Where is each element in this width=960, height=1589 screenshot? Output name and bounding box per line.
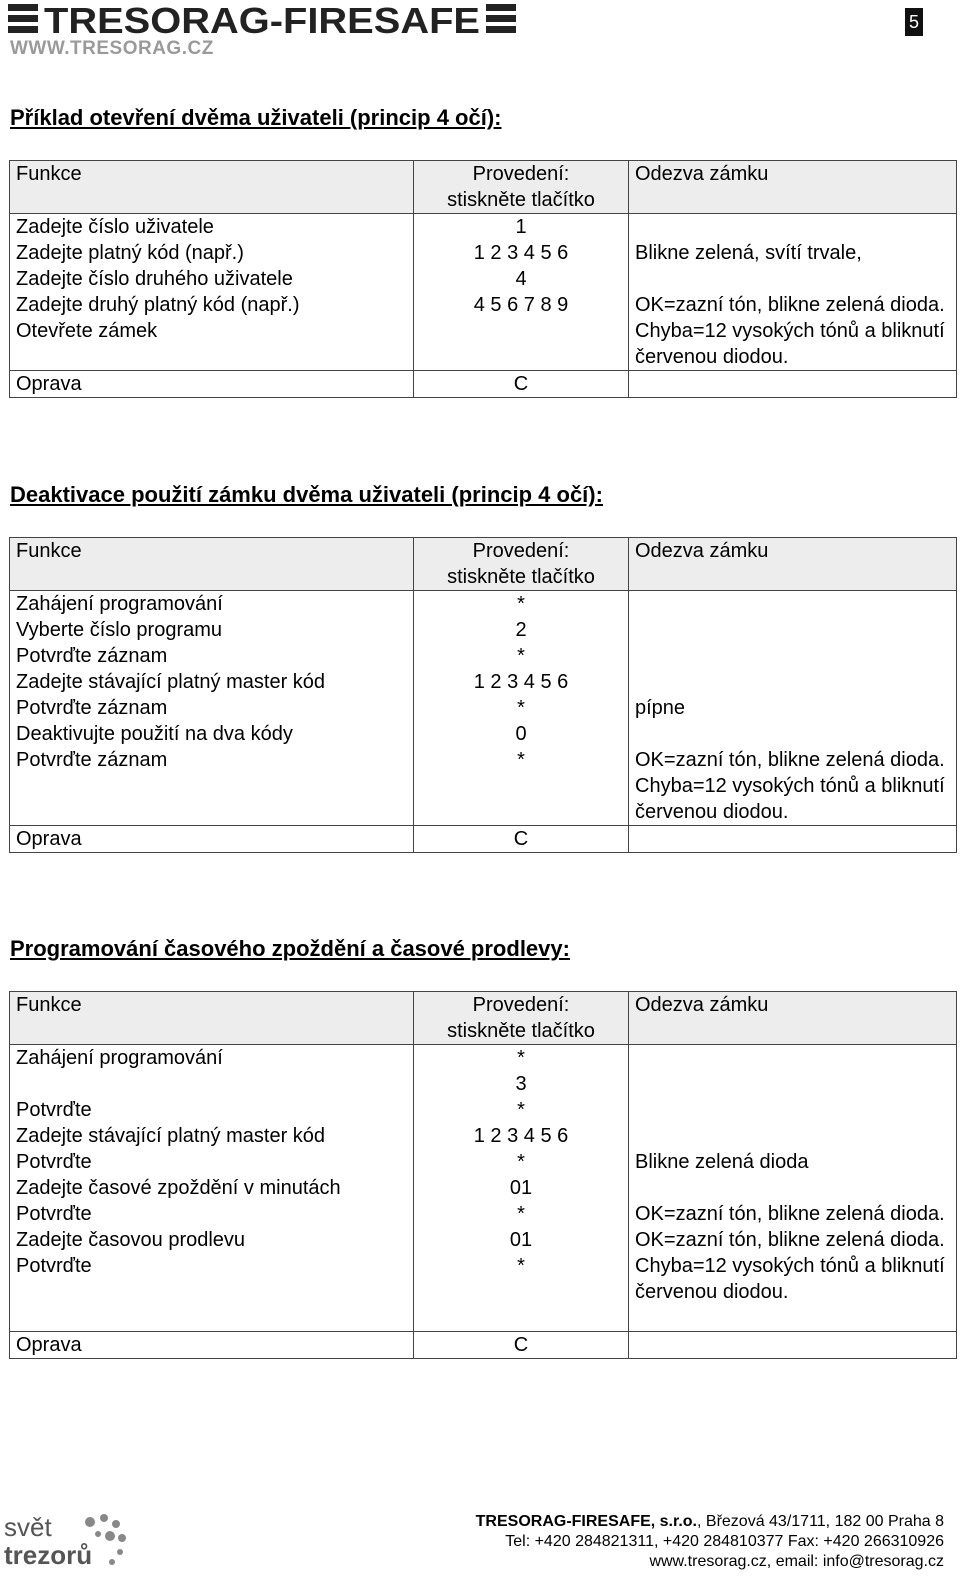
oprava-odezva (629, 371, 957, 398)
brand-text: TRESORAG-FIRESAFE (44, 2, 480, 36)
oprava-label: Oprava (10, 371, 414, 398)
col-header-funkce: Funkce (10, 992, 414, 1045)
oprava-odezva (629, 1332, 957, 1359)
footer-phones: Tel: +420 284821311, +420 284810377 Fax: +420 266310926 (505, 1533, 944, 1550)
funkce-cell: Zadejte číslo uživatele Zadejte platný kód (např.) Zadejte číslo druhého uživatele Zadejte druhý platný kód (např.) Otevřete zámek (10, 214, 414, 371)
oprava-label: Oprava (10, 1332, 414, 1359)
col-header-provedeni: Provedení: stiskněte tlačítko (414, 992, 629, 1045)
oprava-row (10, 826, 957, 853)
oprava-row (10, 1332, 957, 1359)
table-deactivate-two-user (9, 537, 957, 853)
footer-web-email: www.tresorag.cz, email: info@tresorag.cz (649, 1553, 944, 1570)
oprava-key: C (414, 1332, 629, 1359)
col-header-odezva: Odezva zámku (629, 538, 957, 591)
section-2-title: Deaktivace použití zámku dvěma uživateli (princip 4 očí): (10, 482, 603, 507)
logo-word-1: svět (4, 1512, 52, 1542)
footer-company: TRESORAG-FIRESAFE, s.r.o. (475, 1513, 697, 1530)
svet-trezoru-logo (2, 1510, 132, 1572)
keys-cell: * 2 * 1 2 3 4 5 6 * 0 * (414, 591, 629, 826)
oprava-odezva (629, 826, 957, 853)
odezva-cell: pípne OK=zazní tón, blikne zelená dioda. Chyba=12 vysokých tónů a bliknutí červenou diodou. (629, 591, 957, 826)
table-two-user-open (9, 160, 957, 398)
oprava-key: C (414, 371, 629, 398)
section-1-title: Příklad otevření dvěma uživateli (princip 4 očí): (10, 105, 502, 130)
table-row (10, 591, 957, 826)
keys-cell: 1 1 2 3 4 5 6 4 4 5 6 7 8 9 (414, 214, 629, 371)
funkce-cell: Zahájení programování Potvrďte Zadejte stávající platný master kód Potvrďte Zadejte časové zpoždění v minutách Potvrďte Zadejte časovou prodlevu Potvrďte (10, 1045, 414, 1332)
table-header-row (10, 161, 957, 214)
table-row (10, 1045, 957, 1332)
odezva-cell: Blikne zelená, svítí trvale, OK=zazní tón, blikne zelená dioda. Chyba=12 vysokých tónů a bliknutí červenou diodou. (629, 214, 957, 371)
header-url: WWW.TRESORAG.CZ (10, 38, 214, 59)
oprava-label: Oprava (10, 826, 414, 853)
footer-contact (476, 1512, 944, 1572)
keys-cell: * 3 * 1 2 3 4 5 6 * 01 * 01 * (414, 1045, 629, 1332)
page-number: 5 (905, 8, 923, 36)
funkce-cell: Zahájení programování Vyberte číslo programu Potvrďte záznam Zadejte stávající platný master kód Potvrďte záznam Deaktivujte použití na dva kódy Potvrďte záznam (10, 591, 414, 826)
col-header-provedeni: Provedení: stiskněte tlačítko (414, 161, 629, 214)
brand-logo (8, 2, 518, 36)
logo-word-2: trezorů (4, 1540, 93, 1570)
table-header-row (10, 992, 957, 1045)
col-header-odezva: Odezva zámku (629, 992, 957, 1045)
footer-address: , Březová 43/1711, 182 00 Praha 8 (697, 1513, 944, 1530)
col-header-funkce: Funkce (10, 161, 414, 214)
oprava-key: C (414, 826, 629, 853)
table-time-delay (9, 991, 957, 1359)
oprava-row (10, 371, 957, 398)
section-3-title: Programování časového zpoždění a časové prodlevy: (10, 936, 570, 961)
col-header-funkce: Funkce (10, 538, 414, 591)
odezva-cell: Blikne zelená dioda OK=zazní tón, blikne zelená dioda. OK=zazní tón, blikne zelená dioda. Chyba=12 vysokých tónů a bliknutí červenou diodou. (629, 1045, 957, 1332)
col-header-provedeni: Provedení: stiskněte tlačítko (414, 538, 629, 591)
table-row (10, 214, 957, 371)
col-header-odezva: Odezva zámku (629, 161, 957, 214)
table-header-row (10, 538, 957, 591)
